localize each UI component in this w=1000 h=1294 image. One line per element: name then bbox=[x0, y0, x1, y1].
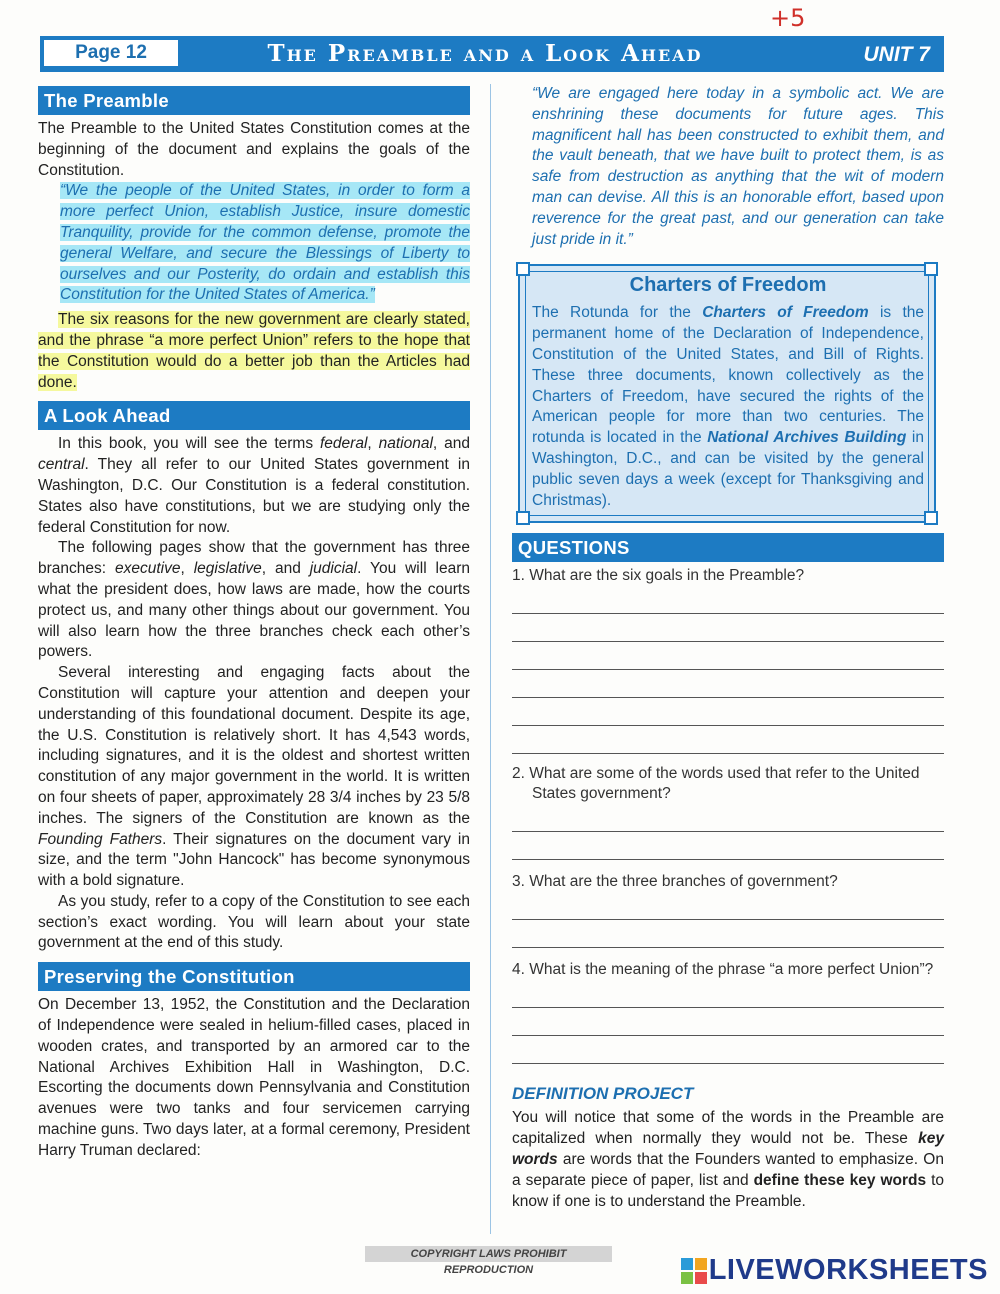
section-heading-preamble: The Preamble bbox=[38, 86, 470, 115]
text-run: to know if one is to understand the Preamble. bbox=[512, 1171, 945, 1210]
text-run: . They all refer to our United States government in Washington, D.C. Our Constitution is a federal constitution. States also have constitutions, but we are studying only the federal Constitution for now. bbox=[38, 456, 470, 536]
term-founding-fathers: Founding Fathers bbox=[38, 830, 163, 848]
answer-line[interactable] bbox=[512, 804, 944, 832]
answer-line[interactable] bbox=[512, 698, 944, 726]
answer-line[interactable] bbox=[512, 832, 944, 860]
preamble-quote-text: “We the people of the United States, in order to form a more perfect Union, establish Justice, insure domestic Tranquility, provide for the common defense, promote the general Welfare, and secure the Blessings of Liberty to ourselves and our Posterity, do ordain and establish this Constitution for the United States of America.” bbox=[60, 182, 470, 304]
question-2: 2. What are some of the words used that refer to the United States government? bbox=[512, 765, 920, 803]
definition-text bbox=[512, 1108, 944, 1212]
text-run: In this book, you will see the terms bbox=[58, 435, 320, 453]
text-run: , bbox=[367, 435, 379, 453]
question-4: 4. What is the meaning of the phrase “a more perfect Union”? bbox=[512, 961, 934, 979]
liveworksheets-logo[interactable] bbox=[681, 1254, 988, 1287]
answer-line[interactable] bbox=[512, 642, 944, 670]
answer-line[interactable] bbox=[512, 670, 944, 698]
definition-heading: DEFINITION PROJECT bbox=[512, 1084, 694, 1104]
charters-of-freedom-box bbox=[518, 264, 936, 523]
corner-ornament bbox=[924, 262, 938, 276]
text-run: The following pages show that the government has three branches: bbox=[38, 539, 470, 578]
text-run: , and bbox=[432, 435, 470, 453]
section-heading-look-ahead: A Look Ahead bbox=[38, 401, 470, 430]
answer-line[interactable] bbox=[512, 614, 944, 642]
question-1: 1. What are the six goals in the Preamble? bbox=[512, 567, 805, 585]
section-heading-preserving: Preserving the Constitution bbox=[38, 962, 470, 991]
text-run: , and bbox=[261, 560, 310, 578]
answer-line[interactable] bbox=[512, 586, 944, 614]
answer-line[interactable] bbox=[512, 980, 944, 1008]
truman-quote: “We are engaged here today in a symbolic act. We are enshrining these documents for future ages. This magnificent hall has been constructed to exhibit them, and the vault beneath, that we have built to protect them, is as safe from destruction as anything that the wit of modern man can devise. All this is an honorable effort, based upon reverence for the great past, and our generation can take just pride in it.” bbox=[532, 85, 944, 248]
text-run: . Their signatures on the document vary in size, and the term "John Hancock" has become synonymous with a bold signature. bbox=[38, 830, 470, 890]
text-run: , bbox=[180, 560, 194, 578]
text-run: The Rotunda for the bbox=[532, 304, 703, 322]
text-run: . You will learn what the president does, how laws are made, how the courts protect us, and many other things about our government. You will also learn how the three branches check each other’s powers. bbox=[38, 560, 471, 661]
preamble-quote bbox=[38, 181, 470, 306]
preamble-intro: The Preamble to the United States Constitution comes at the beginning of the document and explains the goals of the Constitution. bbox=[38, 120, 470, 179]
term-central: central bbox=[38, 456, 85, 474]
right-column bbox=[512, 84, 944, 1212]
answer-line[interactable] bbox=[512, 1036, 944, 1064]
answer-line[interactable] bbox=[512, 920, 944, 948]
text-run: are words that the Founders wanted to emphasize. On a separate piece of paper, list and bbox=[512, 1150, 944, 1189]
preserving-text: On December 13, 1952, the Constitution and the Declaration of Independence were sealed in helium-filled cases, placed in wooden crates, and transported by an armored car to the National Archives Exhibition Hall in Washington, D.C. Escorting the documents down Pennsylvania and Constitution avenues were two tanks and four servicemen carrying machine guns. Two days later, at a formal ceremony, President Harry Truman declared: bbox=[38, 996, 470, 1159]
answer-line[interactable] bbox=[512, 726, 944, 754]
left-column bbox=[38, 84, 470, 1162]
term-define: define these key words bbox=[753, 1171, 927, 1189]
text-run: Several interesting and engaging facts about the Constitution will capture your attention and deepen your understanding of this foundational document. Despite its age, the U.S. Constitution is relatively short. It has 4,543 words, including signatures, and it is the oldest and shortest written constitution of any major government in the world. It is written on four sheets of paper, approximately 28 3/4 inches by 23 5/8 inches. The signers of the Constitution are known as the bbox=[38, 664, 470, 827]
text-run: in Washington, D.C., and can be visited by the general public seven days a week (except for Thanksgiving and Christmas). bbox=[532, 429, 924, 509]
term-judicial: judicial bbox=[309, 560, 358, 578]
term-archives-building: National Archives Building bbox=[707, 429, 907, 447]
answer-line[interactable] bbox=[512, 1008, 944, 1036]
corner-ornament bbox=[924, 511, 938, 525]
look-ahead-p1 bbox=[38, 434, 470, 538]
term-key-words: key words bbox=[512, 1130, 944, 1168]
corner-ornament bbox=[516, 262, 530, 276]
unit-label: UNIT 7 bbox=[863, 43, 930, 66]
charters-text bbox=[532, 303, 924, 511]
question-3: 3. What are the three branches of government? bbox=[512, 873, 838, 891]
column-divider bbox=[490, 84, 491, 1234]
term-legislative: legislative bbox=[193, 560, 262, 578]
term-national: national bbox=[378, 435, 433, 453]
look-ahead-p3 bbox=[38, 663, 470, 892]
look-ahead-p4: As you study, refer to a copy of the Constitution to see each section’s exact wording. You will learn about your state government at the end of this study. bbox=[38, 892, 470, 952]
page-number: Page 12 bbox=[44, 40, 178, 66]
brand-text: LIVEWORKSHEETS bbox=[708, 1254, 988, 1286]
questions-list bbox=[512, 566, 944, 1064]
text-run: You will notice that some of the words in the Preamble are capitalized when normally they would not be. These bbox=[512, 1109, 944, 1148]
liveworksheets-icon bbox=[681, 1258, 707, 1284]
section-heading-questions: QUESTIONS bbox=[512, 533, 944, 562]
handwritten-score: +5 bbox=[770, 4, 806, 32]
term-executive: executive bbox=[114, 560, 181, 578]
copyright-notice: COPYRIGHT LAWS PROHIBIT REPRODUCTION bbox=[365, 1246, 612, 1262]
page-title: The Preamble and a Look Ahead bbox=[267, 40, 703, 67]
preamble-after-text: The six reasons for the new government are clearly stated, and the phrase “a more perfect Union” refers to the hope that the Constitution would do a better job than the Articles had done. bbox=[38, 311, 470, 391]
preamble-after bbox=[38, 310, 470, 393]
charters-title: Charters of Freedom bbox=[629, 274, 827, 297]
term-federal: federal bbox=[320, 435, 368, 453]
text-run: is the permanent home of the Declaration of Independence, Constitution of the United States, and Bill of Rights. These three documents, known collectively as the Charters of Freedom, have secured the rights of the American people for more than two centuries. The rotunda is located in the bbox=[532, 304, 925, 447]
term-charters: Charters of Freedom bbox=[702, 304, 869, 322]
page-header bbox=[40, 36, 944, 72]
look-ahead-p2 bbox=[38, 538, 470, 663]
corner-ornament bbox=[516, 511, 530, 525]
answer-line[interactable] bbox=[512, 892, 944, 920]
